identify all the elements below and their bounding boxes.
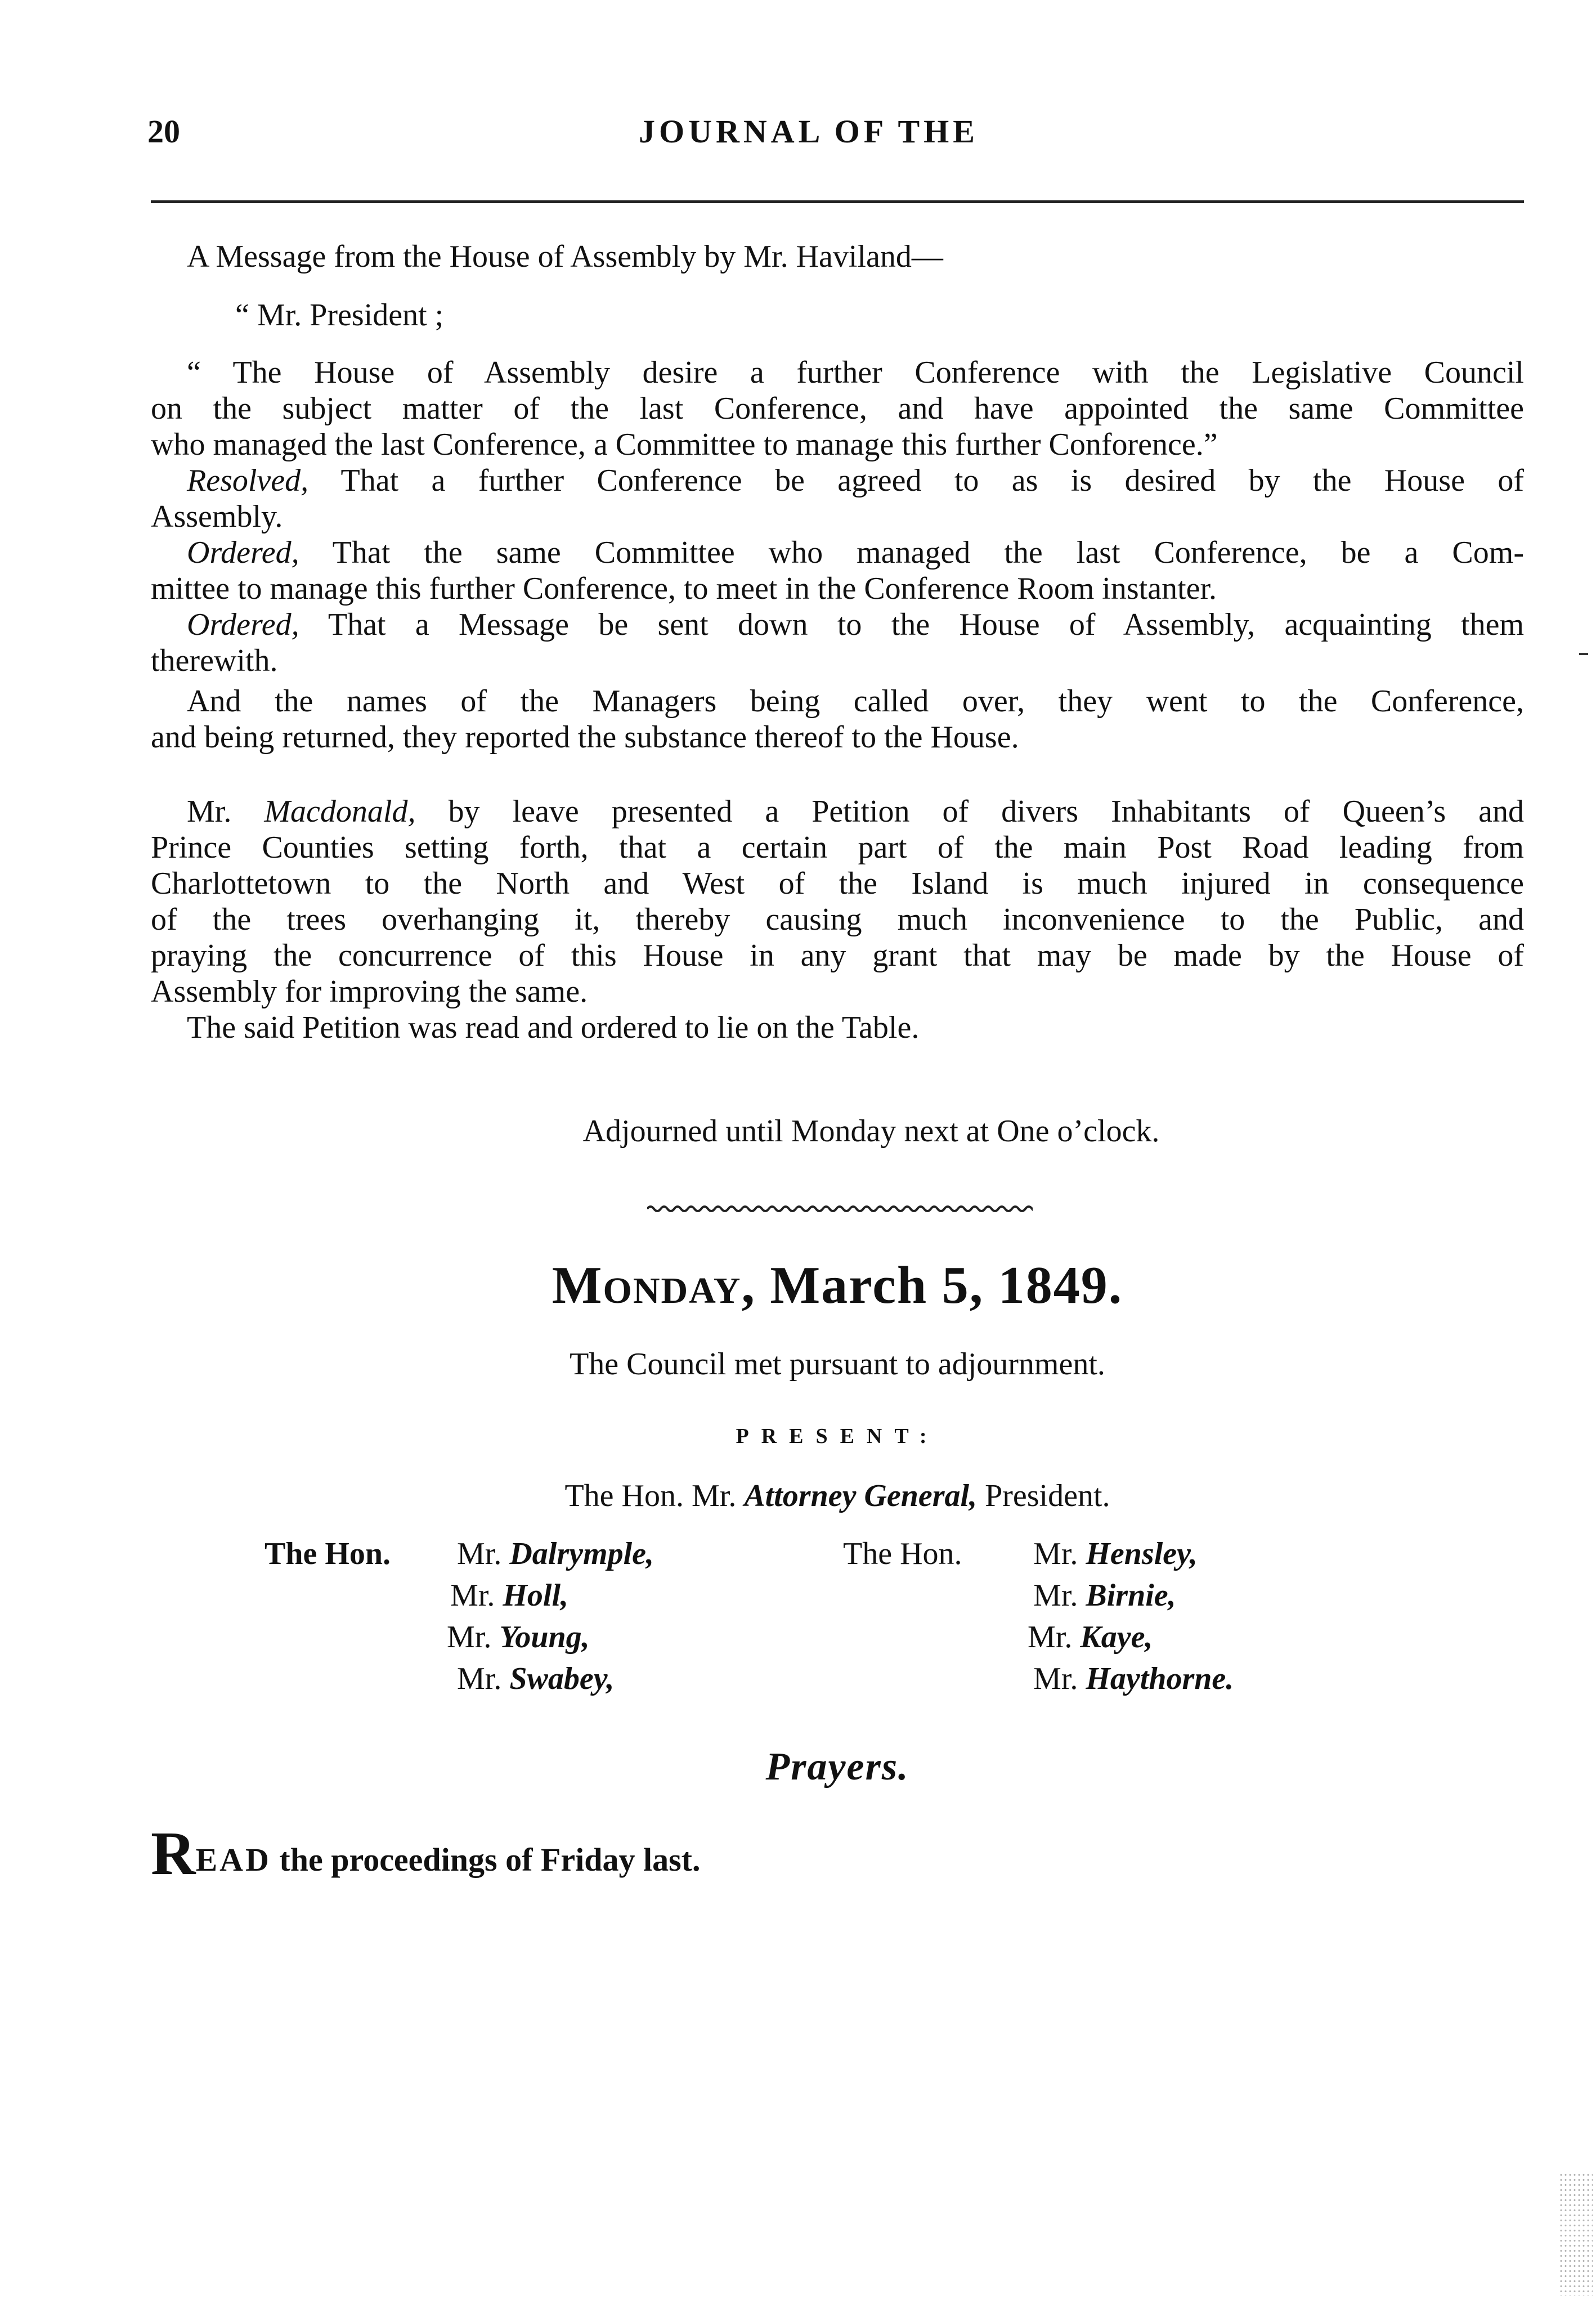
member-title: Mr.: [1028, 1620, 1073, 1655]
petition-line: praying the concurrence of this House in any grant that may be made by the House of: [151, 938, 1524, 973]
member-entry: [457, 1534, 654, 1574]
read-line: [151, 1819, 701, 1888]
member-title: Mr.: [447, 1620, 492, 1655]
petition-prefix: Mr.: [187, 794, 232, 829]
petition-paragraph: [151, 794, 1524, 1046]
member-title: Mr.: [450, 1578, 495, 1613]
member-title: Mr.: [1033, 1661, 1078, 1696]
day-name: Monday,: [552, 1256, 756, 1315]
member-name: Holl,: [503, 1578, 569, 1613]
petitioner-name: Macdonald,: [264, 794, 416, 829]
ordered-text: That the same Committee who managed the last Conference, be a Com-: [332, 535, 1524, 570]
margin-mark: [1579, 653, 1588, 655]
resolved-line: [151, 463, 1524, 499]
message-line: on the subject matter of the last Conference, and have appointed the same Committee: [151, 391, 1524, 426]
read-text: the proceedings of Friday last.: [279, 1841, 701, 1878]
ordered-line: mittee to manage this further Conference, to meet in the Conference Room instanter.: [151, 571, 1217, 606]
resolved-paragraph: [151, 463, 1524, 535]
ordered-label: Ordered,: [187, 607, 299, 642]
left-column-prefix: The Hon.: [264, 1536, 391, 1571]
header-rule: [151, 200, 1524, 203]
member-title: Mr.: [457, 1536, 502, 1571]
resolved-label: Resolved,: [187, 463, 309, 498]
ordered-paragraph-1: [151, 535, 1524, 607]
scan-noise: [1559, 2172, 1593, 2296]
message-line: “ The House of Assembly desire a further Conference with the Legislative Council: [187, 355, 1524, 390]
president-name: Attorney General,: [744, 1478, 978, 1513]
message-intro-line: A Message from the House of Assembly by Mr. Haviland—: [187, 239, 943, 274]
member-entry: [447, 1617, 590, 1657]
resolved-text: That a further Conference be agreed to as is desired by the House of: [340, 463, 1524, 498]
salutation-line: “ Mr. President ;: [235, 298, 444, 333]
president-prefix: The Hon. Mr.: [564, 1478, 737, 1513]
member-entry: [1033, 1659, 1234, 1698]
day-heading: [151, 1255, 1524, 1316]
message-body: [151, 355, 1524, 463]
petition-line: Charlottetown to the North and West of the Island is much injured in consequence: [151, 866, 1524, 901]
member-name: Kaye,: [1080, 1620, 1153, 1655]
member-title: Mr.: [1033, 1536, 1078, 1571]
petition-text: by leave presented a Petition of divers Inhabitants of Queen’s and: [448, 794, 1525, 829]
ordered-paragraph-2: [151, 607, 1524, 679]
petition-line: Assembly for improving the same.: [151, 974, 588, 1009]
ordered-line: [151, 535, 1524, 571]
member-name: Young,: [499, 1620, 590, 1655]
present-heading: PRESENT:: [736, 1424, 939, 1448]
ordered-line: [151, 607, 1524, 643]
message-intro: [151, 239, 1524, 275]
ordered-line: therewith.: [151, 643, 278, 678]
prayers-heading: Prayers.: [765, 1745, 909, 1788]
managers-paragraph: [151, 683, 1524, 755]
president-line: [151, 1478, 1524, 1514]
president-suffix: President.: [985, 1478, 1110, 1513]
member-name: Swabey,: [509, 1661, 615, 1696]
resolved-line: Assembly.: [151, 499, 283, 534]
council-met: The Council met pursuant to adjournment.: [570, 1347, 1105, 1382]
day-date: March 5, 1849.: [770, 1256, 1123, 1315]
petition-disposition: The said Petition was read and ordered to lie on the Table.: [187, 1010, 920, 1045]
member-title: Mr.: [1033, 1578, 1078, 1613]
managers-line: And the names of the Managers being called over, they went to the Conference,: [187, 684, 1524, 719]
ordered-text: That a Message be sent down to the House of Assembly, acquainting them: [328, 607, 1524, 642]
member-entry: [1033, 1576, 1176, 1615]
message-salutation: [151, 297, 1524, 333]
member-name: Birnie,: [1086, 1578, 1176, 1613]
member-title: Mr.: [457, 1661, 502, 1696]
running-head: JOURNAL OF THE: [639, 113, 979, 150]
petition-line: Prince Counties setting forth, that a certain part of the main Post Road leading from: [151, 830, 1524, 865]
member-name: Dalrymple,: [509, 1536, 654, 1571]
read-caps: EAD: [195, 1841, 271, 1878]
member-entry: [1028, 1617, 1153, 1657]
member-name: Haythorne.: [1086, 1661, 1234, 1696]
petition-line: [151, 794, 1524, 830]
petition-line: of the trees overhanging it, thereby causing much inconvenience to the Public, and: [151, 902, 1524, 937]
member-name: Hensley,: [1086, 1536, 1198, 1571]
ornamental-rule: [647, 1203, 1033, 1214]
right-column-prefix: The Hon.: [843, 1536, 962, 1571]
message-line: who managed the last Conference, a Committee to manage this further Conforence.”: [151, 427, 1218, 462]
member-entry: [457, 1659, 615, 1698]
drop-cap: R: [151, 1819, 196, 1888]
managers-line: and being returned, they reported the substance thereof to the House.: [151, 720, 1019, 755]
member-entry: [450, 1576, 568, 1615]
page-number: 20: [147, 113, 180, 150]
member-entry: [1033, 1534, 1198, 1574]
adjournment-note: Adjourned until Monday next at One o’clock.: [582, 1114, 1160, 1149]
ordered-label: Ordered,: [187, 535, 299, 570]
